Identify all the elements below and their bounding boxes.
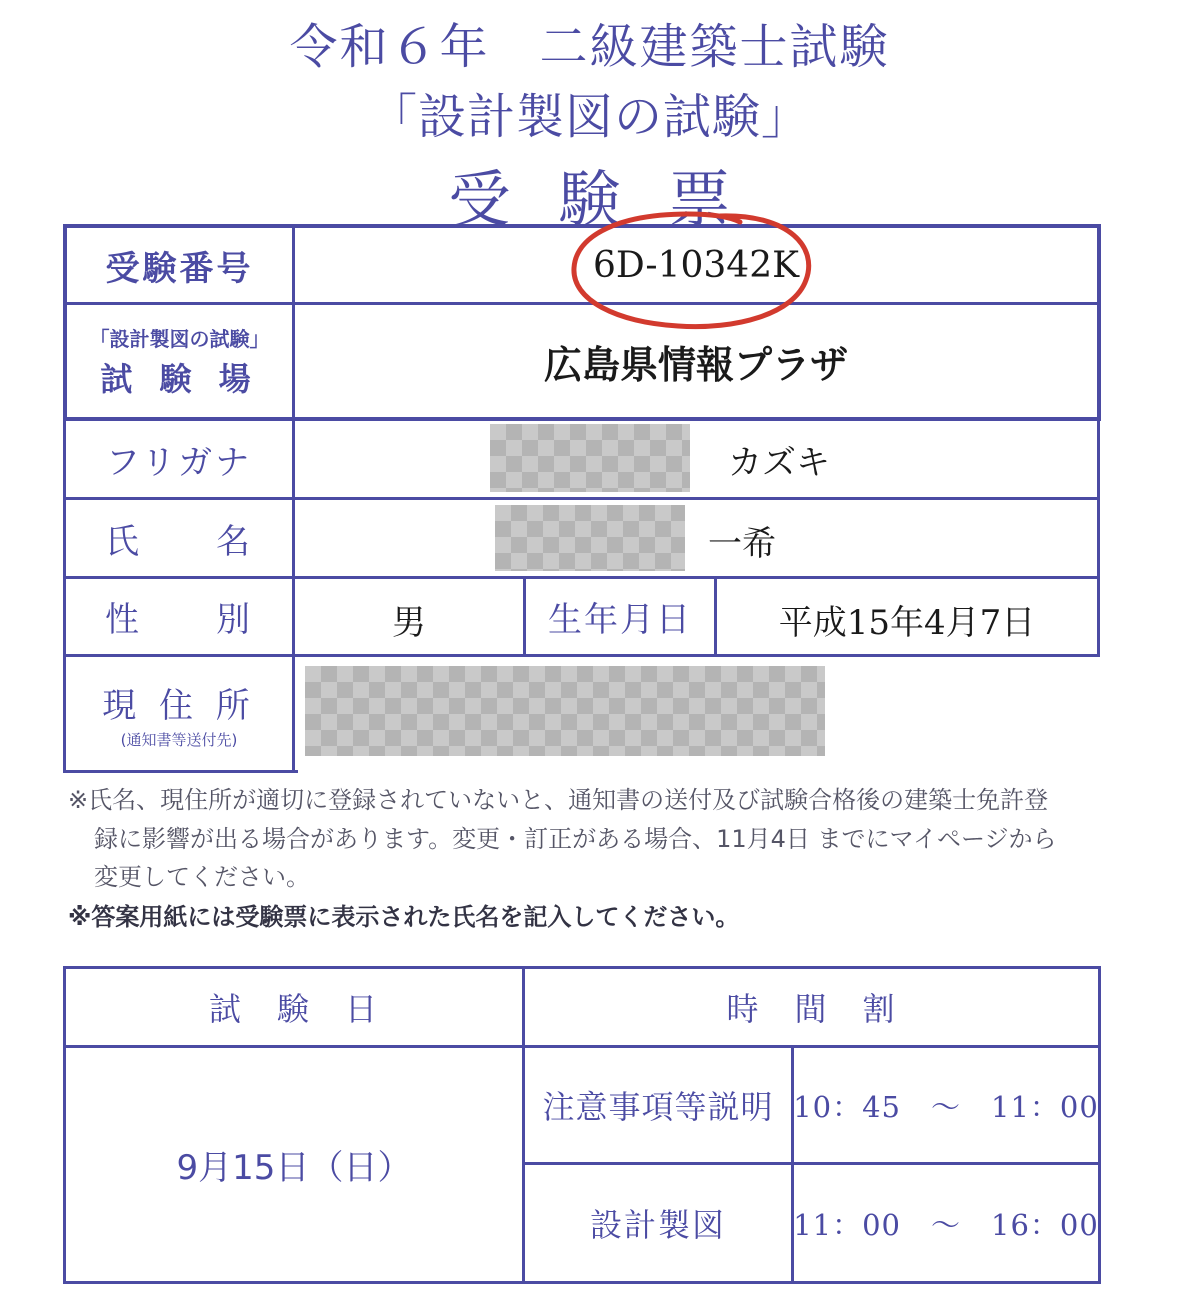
redacted-address	[305, 666, 825, 756]
time-header: 時 間 割	[726, 990, 897, 1028]
schedule-row-1-time: 10：45 〜 11：00	[793, 1089, 1099, 1124]
name-label: 氏 名	[105, 521, 253, 562]
note-line-1: ※氏名、現住所が適切に登録されていないと、通知書の送付及び試験合格後の建築士免許登	[68, 786, 1049, 814]
exam-number-value: 6D-10342K	[592, 244, 799, 286]
note-line-4: ※答案用紙には受験票に表示された氏名を記入してください。	[68, 903, 740, 931]
schedule-row-2-time: 11：00 〜 16：00	[793, 1207, 1099, 1242]
venue-label	[67, 305, 292, 417]
exam-date-value: 9月15日（日）	[176, 1148, 412, 1188]
redacted-furigana-surname	[490, 424, 690, 492]
gender-label: 性 別	[105, 600, 253, 640]
venue-label-top: 「設計製図の試験」	[89, 326, 270, 351]
gender-value: 男	[392, 602, 426, 643]
date-header: 試 験 日	[208, 990, 379, 1028]
address-label-main: 現 住 所	[102, 685, 256, 726]
note-line-2: 録に影響が出る場合があります。変更・訂正がある場合、11月4日 までにマイページから	[94, 825, 1057, 853]
header-line-2: 「設計製図の試験」	[368, 89, 810, 145]
furigana-label: フリガナ	[105, 443, 253, 483]
address-label	[66, 657, 292, 770]
venue-label-bottom: 試 験 場	[100, 359, 259, 398]
furigana-value: カズキ	[728, 443, 830, 483]
schedule-row-2-label: 設計製図	[589, 1206, 726, 1244]
document-title: 受験票	[448, 163, 779, 236]
birth-value: 平成15年4月7日	[778, 602, 1036, 643]
birth-label: 生年月日	[548, 600, 692, 640]
name-value: 一希	[708, 523, 776, 564]
schedule-row-1-label: 注意事項等説明	[542, 1088, 774, 1126]
redacted-surname	[495, 505, 685, 571]
exam-number-label: 受験番号	[105, 248, 254, 289]
address-label-sub: (通知書等送付先)	[120, 730, 238, 749]
venue-value: 広島県情報プラザ	[543, 341, 848, 387]
note-line-3: 変更してください。	[94, 863, 310, 891]
header-line-1: 令和６年 二級建築士試験	[289, 19, 890, 75]
